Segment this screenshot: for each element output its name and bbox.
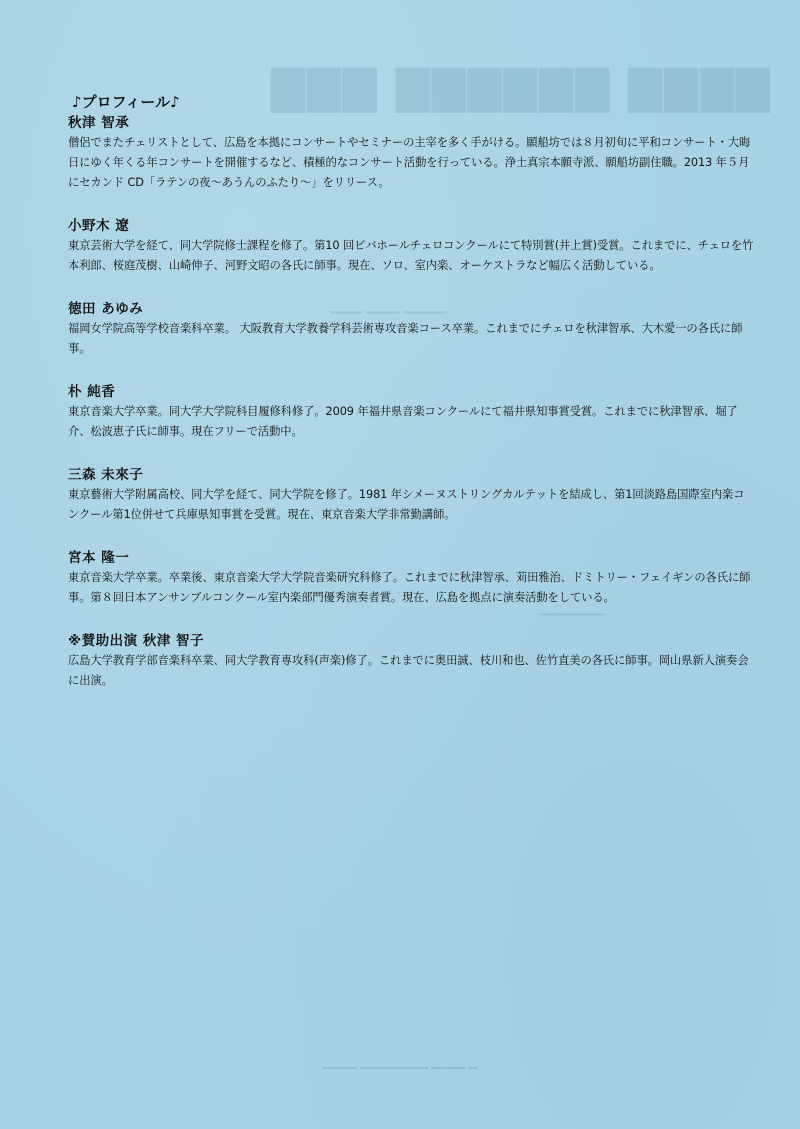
- bleed-through-line: ▁▁▁▁▁▁: [540, 600, 605, 616]
- performer-bio: 東京音楽大学卒業。卒業後、東京音楽大学大学院音楽研究科修了。これまでに秋津智承、苅田雅治、ドミトリー・フェイギンの各氏に師事。第８回日本アンサンブルコンクール室内楽部門優秀演奏者賞。現在、広島を拠点に演奏活動をしている。: [68, 571, 751, 604]
- performer-bio: 東京芸術大学を経て、同大学院修士課程を修了。第10 回ビバホールチェロコンクールにて特別賞(井上賞)受賞。これまでに、チェロを竹本利郎、桜庭茂樹、山崎伸子、河野文昭の各氏に師事。現在、ソロ、室内楽、オーケストラなど幅広く活動している。: [68, 239, 754, 272]
- profile-entry: [68, 548, 754, 608]
- performer-name: 小野木 遼: [68, 218, 130, 234]
- profile-entry: [68, 382, 754, 442]
- performer-bio: 東京音楽大学卒業。同大学大学院科目履修科修了。2009 年福井県音楽コンクールにて福井県知事賞受賞。これまでに秋津智承、堀了介、松波恵子氏に師事。現在フリーで活動中。: [68, 405, 738, 438]
- profile-entry: [68, 113, 754, 193]
- performer-name: 徳田 あゆみ: [68, 301, 144, 317]
- performer-name: 宮本 隆一: [68, 550, 130, 566]
- performer-bio: 広島大学教育学部音楽科卒業、同大学教育専攻科(声楽)修了。これまでに奥田誠、枝川和也、佐竹直美の各氏に師事。岡山県新人演奏会に出演。: [68, 654, 749, 687]
- bleed-through-footer: ▁ ▁▁▁▁ ▁▁▁▁▁▁▁▁ ▁▁▁▁: [322, 1056, 478, 1069]
- performer-name: 三森 未來子: [68, 467, 144, 483]
- profile-entry: [68, 299, 754, 359]
- profile-entry: [68, 631, 754, 691]
- performer-name: 秋津 智承: [68, 115, 130, 131]
- profile-entry: [68, 465, 754, 525]
- performer-bio: 福岡女学院高等学校音楽科卒業。 大阪教育大学教養学科芸術専攻音楽コース卒業。これまでにチェロを秋津智承、大木愛一の各氏に師事。: [68, 322, 743, 355]
- performer-bio: 東京藝術大学附属高校、同大学を経て、同大学院を修了。1981 年シメーヌストリングカルテットを結成し、第1回淡路島国際室内楽コンクール第1位併せて兵庫県知事賞を受賞。現在、東京音楽大学非常勤講師。: [68, 488, 745, 521]
- bleed-through-title: ▇▇▇▇ ▇▇▇▇▇▇ ▇▇▇: [269, 62, 770, 113]
- section-heading: ♪プロフィール♪: [72, 93, 180, 111]
- performer-bio: 僧侶でまたチェリストとして、広島を本拠にコンサートやセミナーの主宰を多く手がける。願船坊では８月初旬に平和コンサート・大晦日にゆく年くる年コンサートを開催するなど、積極的なコンサート活動を行っている。浄土真宗本願寺派、願船坊副住職。2013 年５月にセカンド CD「ラテンの夜～あうんのふたり～」をリリース。: [68, 136, 751, 189]
- bleed-through-line: ▁▁▁ ▁▁▁ ▁▁▁▁: [330, 298, 447, 314]
- guest-performer-name: ※賛助出演 秋津 智子: [68, 633, 205, 649]
- profile-section: [68, 92, 754, 714]
- profile-entry: [68, 216, 754, 276]
- performer-name: 朴 純香: [68, 384, 116, 400]
